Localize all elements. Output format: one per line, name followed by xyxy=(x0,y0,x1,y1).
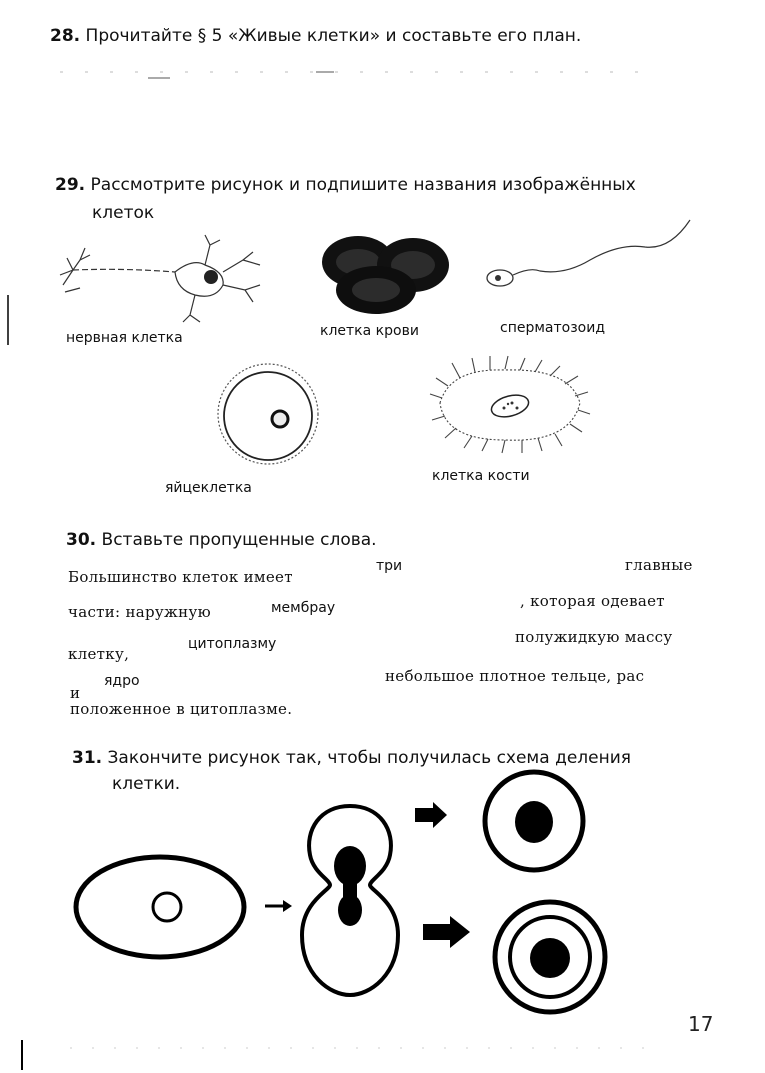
answer-nucleus: ядро xyxy=(104,673,140,689)
label-sperm-cell: сперматозоид xyxy=(500,320,605,336)
task-30-line4-a: и xyxy=(70,684,81,702)
task-30-line2-a: части: наружную xyxy=(68,603,211,621)
task-30-line3-a: клетку, xyxy=(68,645,130,663)
task-30-line5: положенное в цитоплазме. xyxy=(70,700,293,718)
page-number: 17 xyxy=(688,1012,714,1036)
label-bone-cell: клетка кости xyxy=(432,468,530,484)
task-30-line2-b: , которая одевает xyxy=(520,592,665,610)
task-30-number: 30. xyxy=(66,530,97,550)
task-29-number: 29. xyxy=(55,175,86,195)
task-29-text-line1: Рассмотрите рисунок и подпишите названия изображённых xyxy=(90,175,636,195)
task-31-text-line2: клетки. xyxy=(112,774,181,794)
task-30-line1-b: главные xyxy=(625,556,693,574)
task-29-text-line2: клеток xyxy=(92,203,155,223)
answer-cytoplasm: цитоплазму xyxy=(188,636,277,652)
task-30-title: Вставьте пропущенные слова. xyxy=(101,530,377,550)
task-30-line1-a: Большинство клеток имеет xyxy=(68,568,293,586)
answer-tri: три xyxy=(376,558,403,574)
task-31-number: 31. xyxy=(72,748,103,768)
label-nerve-cell: нервная клетка xyxy=(66,330,183,346)
task-31-text-line1: Закончите рисунок так, чтобы получилась схема деления xyxy=(107,748,632,768)
label-egg-cell: яйцеклетка xyxy=(165,480,252,496)
task-28-text: Прочитайте § 5 «Живые клетки» и составьте его план. xyxy=(85,26,582,46)
answer-membrane: мембрау xyxy=(271,600,336,616)
task-30-line4-b: небольшое плотное тельце, рас xyxy=(385,667,645,685)
task-30-line3-b: полужидкую массу xyxy=(515,628,673,646)
task-28-number: 28. xyxy=(50,26,81,46)
label-blood-cell: клетка крови xyxy=(320,323,419,339)
